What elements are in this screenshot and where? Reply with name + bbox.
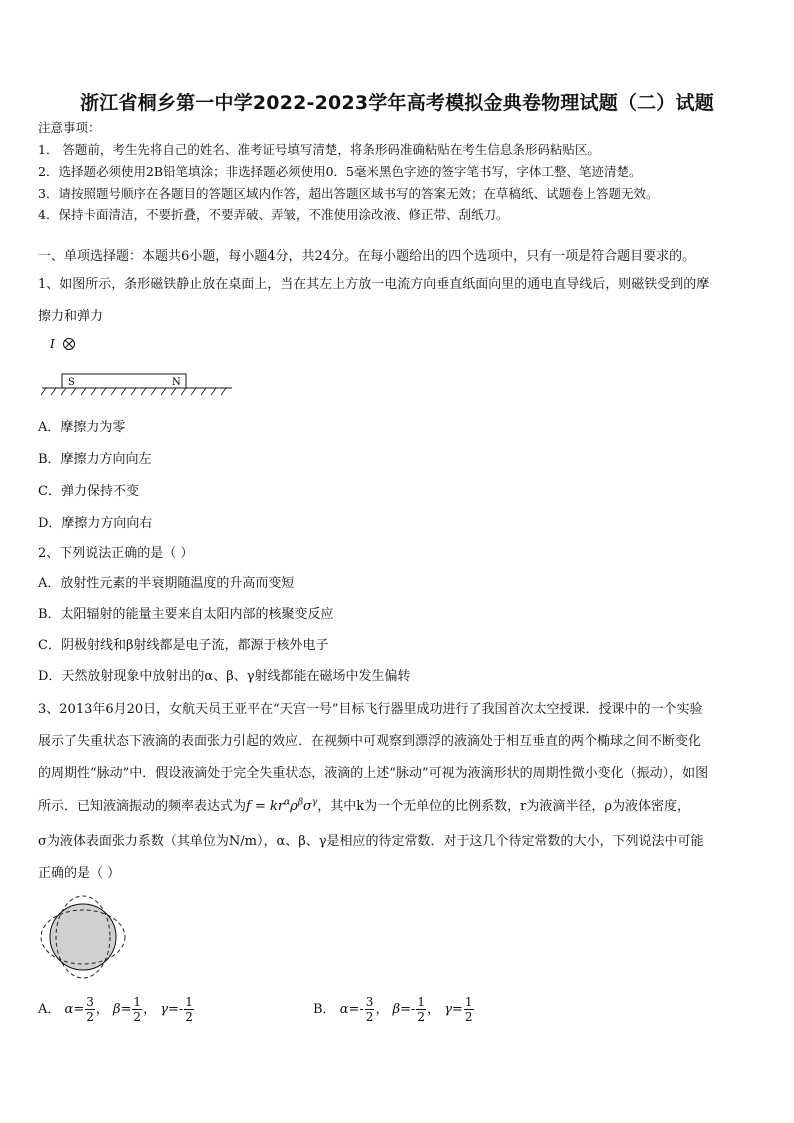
q2-option-c: C．阴极射线和β射线都是电子流，都源于核外电子	[38, 638, 329, 653]
optA-alpha-den: 2	[86, 1010, 94, 1024]
frequency-formula: $f = kr^\alpha\rho^\beta\sigma^\gamma$	[246, 797, 318, 814]
optB-gamma-den: 2	[464, 1010, 473, 1024]
optB-alpha-den: 2	[365, 1010, 374, 1024]
notes-heading: 注意事项：	[38, 120, 101, 135]
q3-line3: 的周期性“脉动”中．假设液滴处于完全失重状态，液滴的上述“脉动”可视为液滴形状的周期性微小变化（振动），如图	[38, 766, 709, 781]
optA-alpha-num: 3	[86, 995, 94, 1009]
table-hatching	[41, 388, 226, 395]
notes-item-3: 3．请按照题号顺序在各题目的答题区域内作答，超出答题区域书写的答案无效；在草稿纸、试题卷上答题无效。	[38, 186, 659, 201]
q3-option-a-label: A．	[38, 1002, 61, 1017]
q1-option-b: B．摩擦力方向向左	[38, 452, 152, 467]
magnet-figure	[38, 330, 238, 402]
section-heading: 一、单项选择题：本题共6小题，每小题4分，共24分。在每小题给出的四个选项中，只有一项是符合题目要求的。	[38, 249, 696, 264]
q1-option-d: D．摩擦力方向向右	[38, 516, 153, 531]
q3-option-b: B． α=- $\frac{3}{2}$ ， β=- $\frac{1}{2}$ ， γ= $\frac{1}{2}$	[313, 995, 473, 1024]
q3-line5: σ为液体表面张力系数（其单位为N/m），α、β、γ是相应的待定常数．对于这几个待定常数的大小，下列说法中可能	[38, 834, 704, 849]
q2-option-a: A．放射性元素的半衰期随温度的升高而变短	[38, 576, 295, 591]
optB-beta-num: 1	[417, 995, 426, 1009]
q3-line1: 3、2013年6月20日，女航天员王亚平在“天宫一号”目标飞行器里成功进行了我国首次太空授课．授课中的一个实验	[38, 702, 703, 717]
optB-gamma-num: 1	[464, 995, 473, 1009]
notes-item-2: 2．选择题必须使用2B铅笔填涂；非选择题必须使用0．5毫米黑色字迹的签字笔书写，字体工整、笔迹清楚。	[38, 164, 642, 179]
q3-line2: 展示了失重状态下液滴的表面张力引起的效应．在视频中可观察到漂浮的液滴处于相互垂直的两个椭球之间不断变化	[38, 734, 702, 749]
q2-option-d: D．天然放射现象中放射出的α、β、γ射线都能在磁场中发生偏转	[38, 669, 411, 684]
droplet-circle	[50, 904, 116, 970]
optB-beta-sign: -	[411, 1002, 416, 1017]
optA-beta-num: 1	[133, 995, 142, 1009]
notes-item-4: 4．保持卡面清洁，不要折叠，不要弄破、弄皱，不准使用涂改液、修正带、刮纸刀。	[38, 207, 509, 222]
q3-line4-post: ，其中k为一个无单位的比例系数，r为液滴半径，ρ为液体密度，	[317, 799, 691, 814]
optA-gamma-num: 1	[185, 995, 193, 1009]
magnet-pole-n: N	[172, 377, 181, 388]
optB-alpha-num: 3	[365, 995, 374, 1009]
q3-line4	[38, 795, 690, 814]
droplet-figure	[38, 893, 128, 981]
current-into-page-icon	[64, 339, 75, 350]
current-label: I	[50, 337, 55, 351]
q3-line4-pre: 所示．已知液滴振动的频率表达式为	[38, 799, 247, 814]
optA-beta-den: 2	[133, 1010, 142, 1024]
page-title: 浙江省桐乡第一中学2022-2023学年高考模拟金典卷物理试题（二）试题	[80, 92, 714, 114]
q1-option-c: C．弹力保持不变	[38, 484, 139, 499]
q1-option-a: A．摩擦力为零	[38, 420, 126, 435]
optB-alpha-sign: -	[359, 1002, 364, 1017]
optB-beta-den: 2	[417, 1010, 426, 1024]
q2-option-b: B．太阳辐射的能量主要来自太阳内部的核聚变反应	[38, 607, 334, 622]
q1-stem-line2: 擦力和弹力	[38, 309, 104, 324]
notes-item-1: 1． 答题前，考生先将自己的姓名、准考证号填写清楚，将条形码准确粘贴在考生信息条形码粘贴区。	[38, 142, 600, 157]
magnet-pole-s: S	[68, 377, 75, 388]
q2-stem: 2、下列说法正确的是（ ）	[38, 546, 194, 561]
optA-gamma-den: 2	[185, 1010, 193, 1024]
q3-option-a: A． α= $\frac{3}{2}$ ， β= $\frac{1}{2}$ ， γ=- $\frac{1}{2}$	[38, 995, 193, 1024]
bar-magnet	[62, 374, 186, 388]
q3-line6: 正确的是（ ）	[38, 866, 121, 881]
q1-stem-line1: 1、如图所示，条形磁铁静止放在桌面上，当在其左上方放一电流方向垂直纸面向里的通电直导线后，则磁铁受到的摩	[38, 277, 710, 292]
optA-gamma-sign: -	[178, 1002, 184, 1017]
q3-option-b-label: B．	[313, 1002, 336, 1017]
